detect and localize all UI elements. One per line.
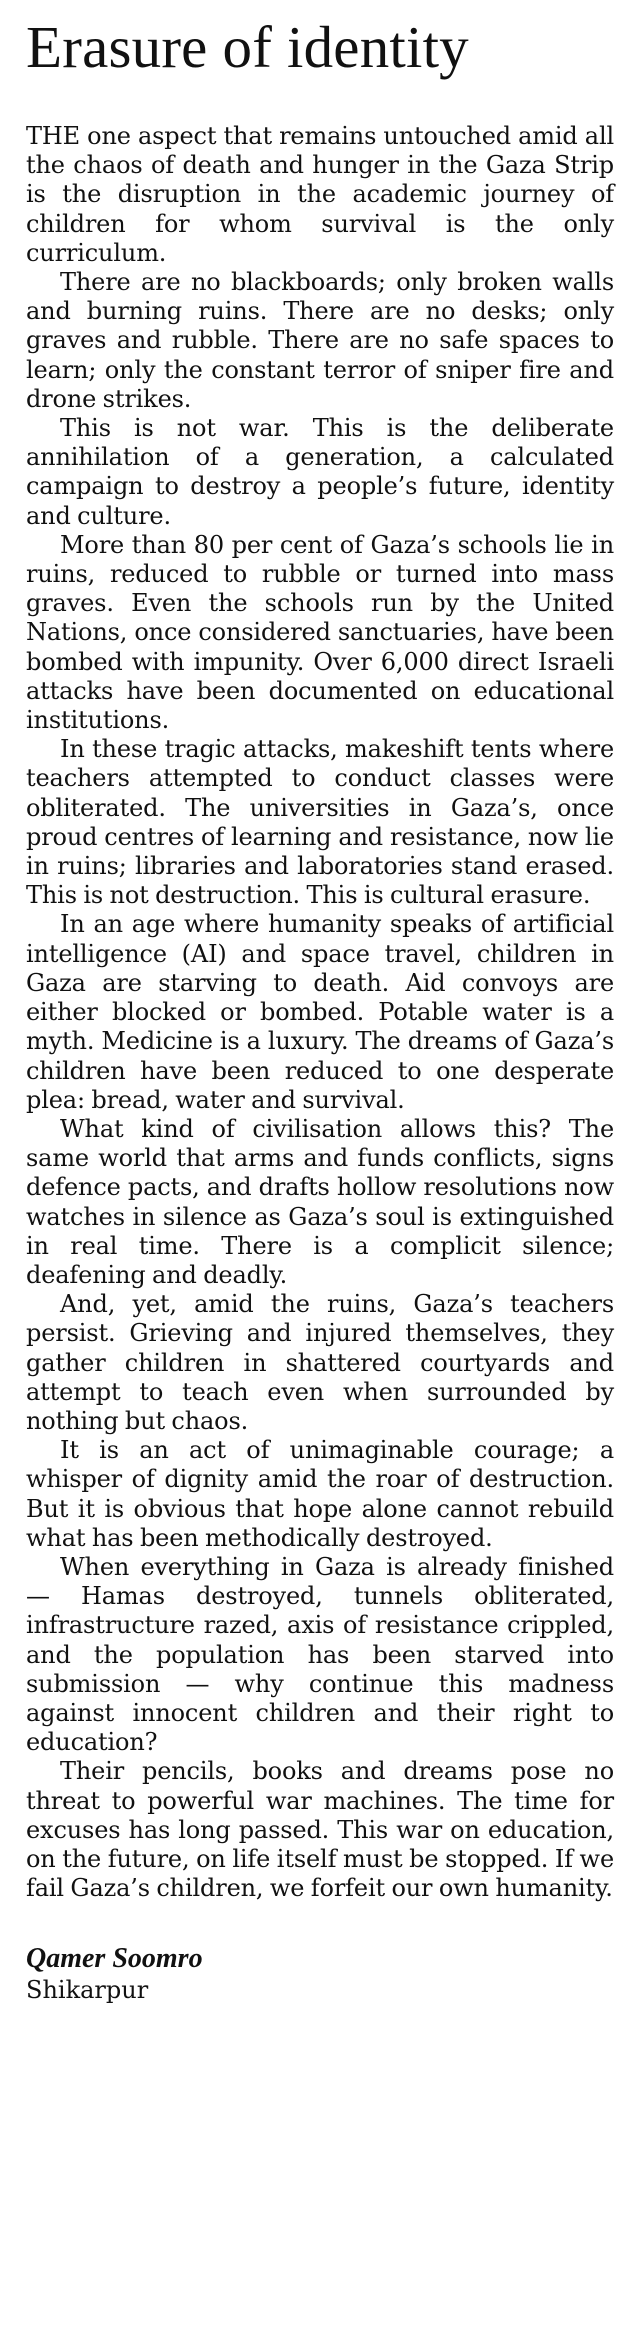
author-name: Qamer Soomro	[26, 1943, 203, 1975]
signature	[26, 1943, 614, 2005]
paragraph: This is not war. This is the deliberate annihilation of a generation, a calculated campaign to destroy a people’s future, identity and culture.	[26, 414, 614, 530]
paragraph: What kind of civilisation allows this? The same world that arms and funds conflicts, signs defence pacts, and drafts hollow resolutions now watches in silence as Gaza’s soul is extinguished in real time. There is a complicit silence; deafening and deadly.	[26, 1114, 614, 1289]
paragraph: More than 80 per cent of Gaza’s schools lie in ruins, reduced to rubble or turned into mass graves. Even the schools run by the United Nations, once considered sanctuaries, have been bombed with impunity. Over 6,000 direct Israeli attacks have been documented on educational institutions.	[26, 530, 614, 735]
paragraph: There are no blackboards; only broken walls and burning ruins. There are no desks; only graves and rubble. There are no safe spaces to learn; only the constant terror of sniper fire and drone strikes.	[26, 268, 614, 413]
headline: Erasure of identity	[26, 14, 469, 80]
author-city: Shikarpur	[26, 1976, 149, 2005]
paragraph: In these tragic attacks, makeshift tents where teachers attempted to conduct classes were obliterated. The universities in Gaza’s, once proud centres of learning and resistance, now lie in ruins; libraries and laboratories stand erased. This is not destruction. This is cultural erasure.	[26, 735, 614, 910]
paragraph: It is an act of unimaginable courage; a whisper of dignity amid the roar of destruction. But it is obvious that hope alone cannot rebuild what has been methodically destroyed.	[26, 1436, 614, 1552]
paragraph: And, yet, amid the ruins, Gaza’s teachers persist. Grieving and injured themselves, they gather children in shattered courtyards and attempt to teach even when surrounded by nothing but chaos.	[26, 1290, 614, 1435]
paragraph: THE one aspect that remains untouched amid all the chaos of death and hunger in the Gaza Strip is the disruption in the academic journey of children for whom survival is the only curriculum.	[26, 122, 614, 267]
paragraph: Their pencils, books and dreams pose no threat to powerful war machines. The time for excuses has long passed. This war on education, on the future, on life itself must be stopped. If we fail Gaza’s children, we forfeit our own humanity.	[26, 1757, 614, 1903]
paragraph: In an age where humanity speaks of artificial intelligence (AI) and space travel, children in Gaza are starving to death. Aid convoys are either blocked or bombed. Potable water is a myth. Medicine is a luxury. The dreams of Gaza’s children have been reduced to one desperate plea: bread, water and survival.	[26, 910, 614, 1114]
article-body	[26, 122, 614, 2005]
paragraph: When everything in Gaza is already finished — Hamas destroyed, tunnels obliterated, infrastructure razed, axis of resistance crippled, and the population has been starved into submission — why continue this madness against innocent children and their right to education?	[26, 1552, 614, 1757]
